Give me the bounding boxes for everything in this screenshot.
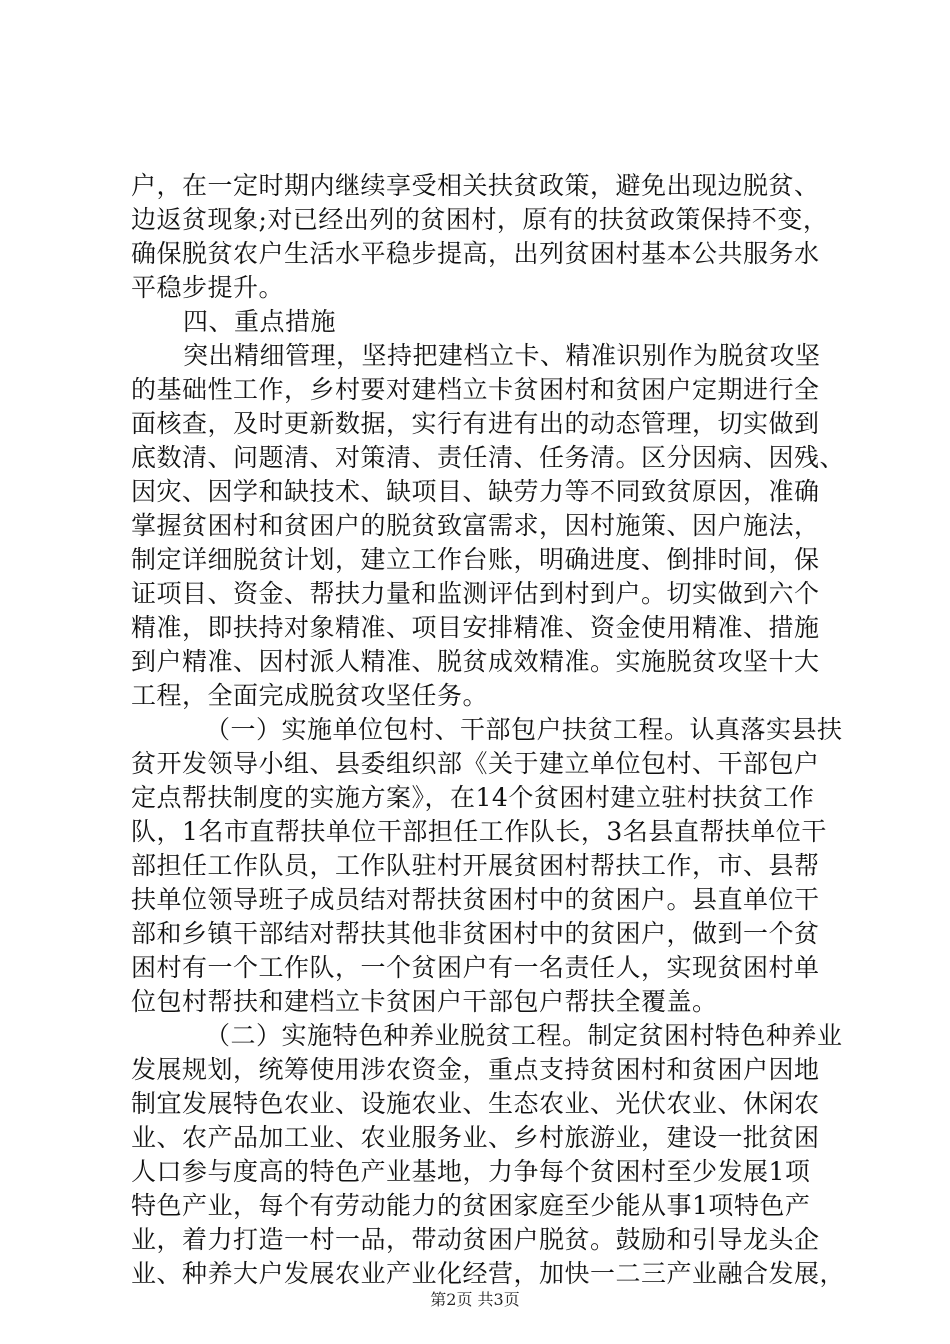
section-heading: 四、重点措施 — [183, 307, 337, 336]
text-line: 户，在一定时期内继续享受相关扶贫政策，避免出现边脱贫、 — [131, 171, 820, 200]
text-line: 定点帮扶制度的实施方案》，在14个贫困村建立驻村扶贫工作 — [131, 783, 815, 812]
text-line: 扶单位领导班子成员结对帮扶贫困村中的贫困户。县直单位干 — [131, 885, 820, 914]
text-line: 掌握贫困村和贫困户的脱贫致富需求，因村施策、因户施法， — [131, 511, 820, 540]
text-line: 制定详细脱贫计划，建立工作台账，明确进度、倒排时间，保 — [131, 545, 820, 574]
text-line: 到户精准、因村派人精准、脱贫成效精准。实施脱贫攻坚十大 — [131, 647, 820, 676]
text-line: 边返贫现象;对已经出列的贫困村，原有的扶贫政策保持不变， — [131, 205, 829, 234]
text-line: 精准，即扶持对象精准、项目安排精准、资金使用精准、措施 — [131, 613, 820, 642]
text-line: 位包村帮扶和建档立卡贫困户干部包户帮扶全覆盖。 — [131, 987, 718, 1016]
text-line: 发展规划，统筹使用涉农资金，重点支持贫困村和贫困户因地 — [131, 1055, 820, 1084]
text-line: 特色产业，每个有劳动能力的贫困家庭至少能从事1项特色产 — [131, 1191, 811, 1220]
text-line: 面核查，及时更新数据，实行有进有出的动态管理，切实做到 — [131, 409, 820, 438]
text-line: 人口参与度高的特色产业基地，力争每个贫困村至少发展1项 — [131, 1157, 811, 1186]
text-line: 工程，全面完成脱贫攻坚任务。 — [131, 681, 489, 710]
text-line: 证项目、资金、帮扶力量和监测评估到村到户。切实做到六个 — [131, 579, 820, 608]
text-line: 底数清、问题清、对策清、责任清、任务清。区分因病、因残、 — [131, 443, 846, 472]
text-line: （一）实施单位包村、干部包户扶贫工程。认真落实县扶 — [205, 715, 843, 744]
text-line: 制宜发展特色农业、设施农业、生态农业、光伏农业、休闲农 — [131, 1089, 820, 1118]
text-line: 部担任工作队员，工作队驻村开展贫困村帮扶工作，市、县帮 — [131, 851, 820, 880]
text-line: 部和乡镇干部结对帮扶其他非贫困村中的贫困户，做到一个贫 — [131, 919, 820, 948]
page-footer: 第2页 共3页 — [430, 1290, 520, 1309]
text-line: 平稳步提升。 — [131, 273, 285, 302]
text-line: 业、种养大户发展农业产业化经营，加快一二三产业融合发展， — [131, 1259, 846, 1288]
text-line: 贫开发领导小组、县委组织部《关于建立单位包村、干部包户 — [131, 749, 820, 778]
text-line: 因灾、因学和缺技术、缺项目、缺劳力等不同致贫原因，准确 — [131, 477, 820, 506]
text-line: 业，着力打造一村一品，带动贫困户脱贫。鼓励和引导龙头企 — [131, 1225, 820, 1254]
text-line: （二）实施特色种养业脱贫工程。制定贫困村特色种养业 — [205, 1021, 843, 1050]
text-line: 队，1名市直帮扶单位干部担任工作队长，3名县直帮扶单位干 — [131, 817, 827, 846]
text-line: 的基础性工作，乡村要对建档立卡贫困村和贫困户定期进行全 — [131, 375, 820, 404]
text-line: 突出精细管理，坚持把建档立卡、精准识别作为脱贫攻坚 — [183, 341, 821, 370]
text-line: 确保脱贫农户生活水平稳步提高，出列贫困村基本公共服务水 — [131, 239, 820, 268]
text-line: 业、农产品加工业、农业服务业、乡村旅游业，建设一批贫困 — [131, 1123, 820, 1152]
text-line: 困村有一个工作队，一个贫困户有一名责任人，实现贫困村单 — [131, 953, 820, 982]
